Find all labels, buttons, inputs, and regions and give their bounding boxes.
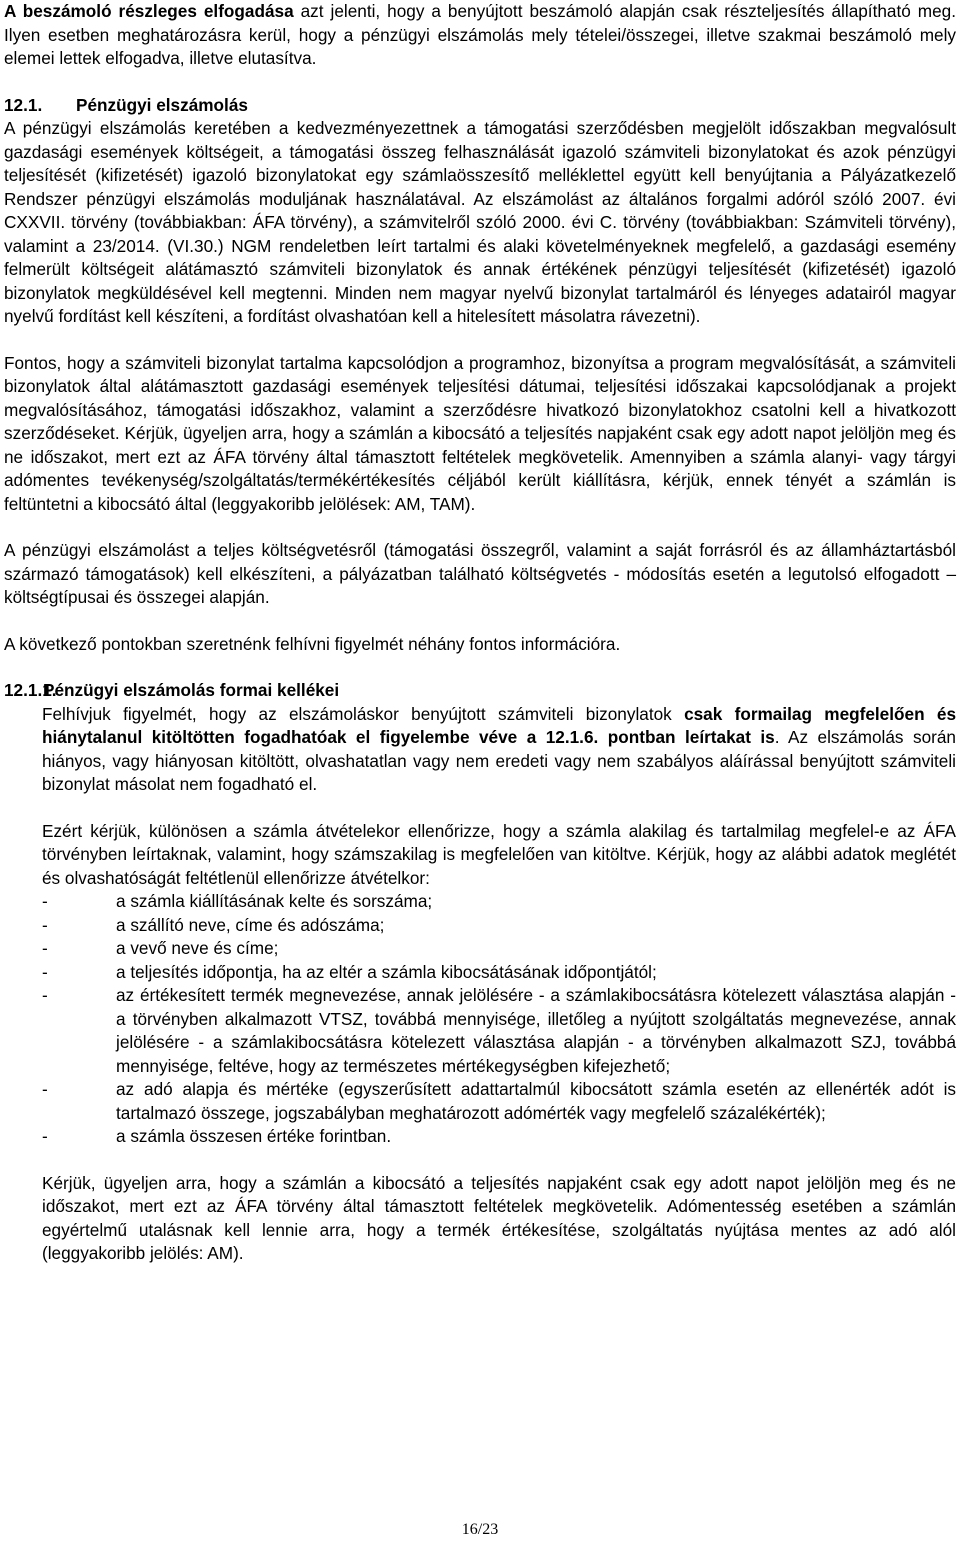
list-item	[42, 1125, 956, 1149]
list-item	[42, 984, 956, 1078]
intro-text: azt jelenti, hogy a benyújtott beszámoló alapján csak részteljesítés állapítható meg. Ilyen esetben meghatározásra kerül, hogy a pénzügyi elszámolás mely tételei/összegei, illetve szakmai beszámoló mely elemei lettek elfogadva, illetve elutasítva.	[4, 1, 956, 68]
section-title: Pénzügyi elszámolás	[76, 94, 248, 115]
subsection-paragraph-1	[4, 703, 956, 797]
list-item	[42, 961, 956, 985]
list-item	[42, 914, 956, 938]
subsection-paragraph-3: Kérjük, ügyeljen arra, hogy a számlán a kibocsátó a teljesítés napjaként csak egy adott napot jelöljön meg és ne időszakot, mert ezt az ÁFA törvény által támasztott feltételek megkövetelik. Adómentesség esetében a számlán egyértelmű utalásnak kell lennie arra, hogy a termék értékesítése, szolgáltatás nyújtása mentes az adó alól (leggyakoribb jelölés: AM).	[42, 1172, 956, 1263]
subsection-p1-bold: csak formailag megfelelően és hiánytalanul kitöltötten fogadhatóak el figyelembe véve a 12.1.6. pontban leírtakat is	[42, 703, 957, 747]
list-item-text: a számla kiállításának kelte és sorszáma;	[116, 891, 433, 911]
intro-paragraph	[4, 0, 956, 71]
section-heading	[4, 94, 956, 118]
list-item	[42, 937, 956, 961]
list-dash: -	[42, 1126, 48, 1146]
list-item-text: a vevő neve és címe;	[116, 938, 279, 958]
list-dash: -	[42, 985, 48, 1005]
section-paragraph-4: A következő pontokban szeretnénk felhívni figyelmét néhány fontos információra.	[4, 633, 621, 654]
subsection-number: 12.1.1.	[4, 680, 57, 700]
page-number: 16/23	[461, 1521, 499, 1538]
list-item-text: az értékesített termék megnevezése, annak jelölésére - a számlakibocsátásra kötelezett választása alapján - a törvényben alkalmazott VTSZ, továbbá mennyisége, illetőleg a nyújtott szolgáltatás megnevezése, annak jelölésére - a számlakibocsátásra kötelezett választása alapján - a törvényben alkalmazott SZJ, továbbá mennyisége, feltéve, hogy az természetes mértékegységben kifejezhető;	[116, 985, 956, 1076]
list-item-text: a teljesítés időpontja, ha az eltér a számla kibocsátásának időpontjától;	[116, 961, 657, 982]
section-number: 12.1.	[4, 94, 43, 115]
intro-bold-lead: A beszámoló részleges elfogadása	[4, 1, 294, 21]
list-dash: -	[42, 891, 48, 911]
section-paragraph-1: A pénzügyi elszámolás keretében a kedvezményezettnek a támogatási szerződésben megjelölt időszakban megvalósult gazdasági események költségeit, a támogatási összeg felhasználását igazoló számviteli bizonylatokat és azok pénzügyi teljesítését (kifizetését) igazoló bizonylatokat egy számlaösszesítő melléklettel együtt kell benyújtania a Pályázatkezelő Rendszer pénzügyi elszámolás moduljának használatával. Az elszámolást az általános forgalmi adóról szóló 2007. évi CXXVII. törvény (továbbiakban: ÁFA törvény), a számvitelről szóló 2000. évi C. törvény (továbbiakban: Számviteli törvény), valamint a 23/2014. (VI.30.) NGM rendeletben leírt tartalmi és alaki követelményeknek megfelelő, a gazdasági esemény felmerült költségeit alátámasztó számviteli bizonylatok és annak értékének pénzügyi teljesítését (kifizetését) igazoló bizonylatok megküldésével kell megtenni. Minden nem magyar nyelvű bizonylat tartalmáról és lényeges adatairól magyar nyelvű fordítást kell készíteni, a fordítást olvashatóan kell a hitelesített másolatra rávezetni).	[4, 118, 956, 326]
subsection-p1-text: Felhívjuk figyelmét, hogy az elszámoláskor benyújtott számviteli bizonylatok	[42, 703, 685, 724]
subsection-title: Pénzügyi elszámolás formai kellékei	[43, 680, 340, 700]
subsection-p1-rest: . Az elszámolás során hiányos, vagy hiányosan kitöltött, olvashatatlan vagy nem eredeti vagy nem szabályos aláírással benyújtott számviteli bizonylat másolat nem fogadható el.	[42, 727, 956, 794]
list-item-text: a szállító neve, címe és adószáma;	[116, 914, 385, 935]
section-paragraph-2: Fontos, hogy a számviteli bizonylat tartalma kapcsolódjon a programhoz, bizonyítsa a program megvalósítását, a számviteli bizonylatok által alátámasztott gazdasági események teljesítési dátumai, teljesítési időszakai kapcsolódjanak a projekt megvalósításához, támogatási időszakhoz, valamint a szerződésre hivatkozó bizonylatokhoz csatolni kell a hivatkozott szerződéseket. Kérjük, ügyeljen arra, hogy a számlán a kibocsátó a teljesítés napjaként csak egy adott napot jelöljön meg és ne időszakot, mert ezt az ÁFA törvény által támasztott feltételek megkövetelik. Amennyiben a számla alanyi- vagy tárgyi adómentes tevékenység/szolgáltatás/termékértékesítés céljából került kiállításra, kérjük, ennek tényét a számlán is feltüntetni a kibocsátó által (leggyakoribb jelölések: AM, TAM).	[4, 352, 956, 514]
list-item-text: az adó alapja és mértéke (egyszerűsített adattartalmúl kibocsátott számla esetén az ellenérték adót is tartalmazó összege, jogszabályban meghatározott adómérték vagy megfelelő százalékérték);	[116, 1079, 956, 1123]
subsection-paragraph-2: Ezért kérjük, különösen a számla átvételekor ellenőrizze, hogy a számla alakilag és tartalmilag megfelel-e az ÁFA törvényben leírtaknak, valamint, hogy számszakilag is megfelelően van kitöltve. Kérjük, hogy az alábbi adatok meglétét és olvashatóságát feltétlenül ellenőrizze átvételkor:	[42, 820, 956, 888]
list-item	[42, 890, 956, 914]
section-paragraph-3: A pénzügyi elszámolást a teljes költségvetésről (támogatási összegről, valamint a saját forrásról és az államháztartásból származó támogatások) kell elkészíteni, a pályázatban található költségvetés - módosítás esetén a legutolsó elfogadott – költségtípusai és összegei alapján.	[4, 540, 956, 607]
document-page	[4, 0, 956, 1266]
subsection-heading	[4, 679, 956, 703]
list-dash: -	[42, 938, 48, 958]
invoice-checklist	[4, 890, 956, 1149]
list-item-text: a számla összesen értéke forintban.	[116, 1126, 392, 1146]
list-dash: -	[42, 961, 48, 982]
list-dash: -	[42, 1079, 48, 1099]
list-item	[42, 1078, 956, 1125]
list-dash: -	[42, 914, 48, 935]
